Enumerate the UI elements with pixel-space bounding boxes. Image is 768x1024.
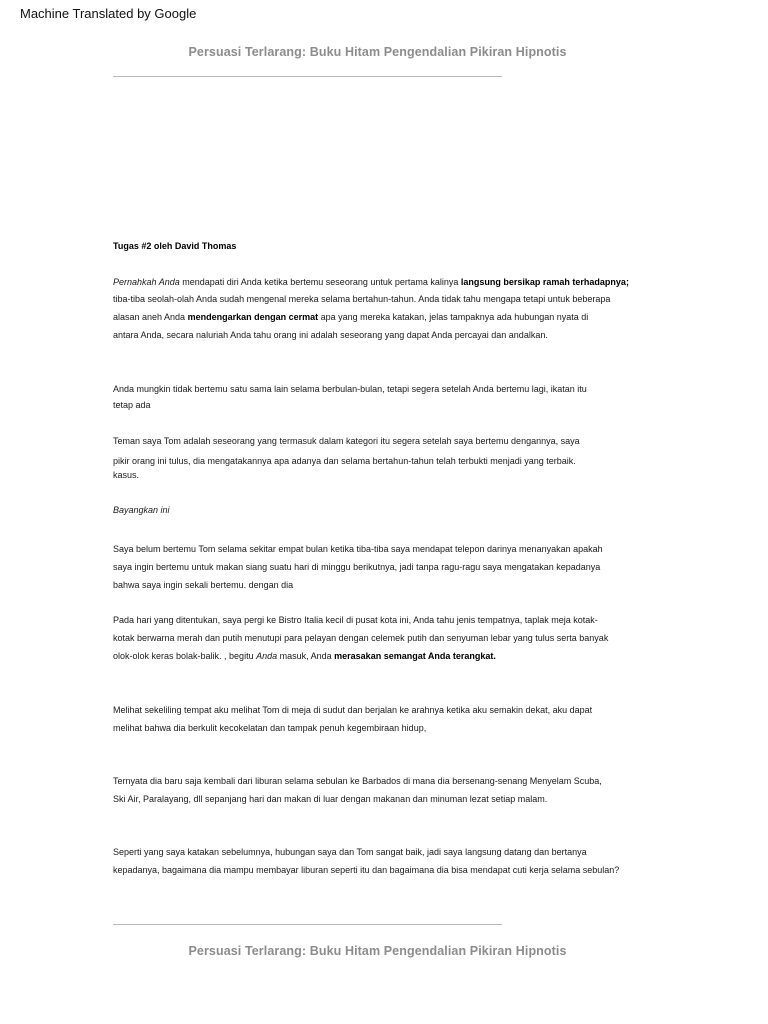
- section-heading: Tugas #2 oleh David Thomas: [113, 241, 237, 251]
- paragraph-9-line-1: Seperti yang saya katakan sebelumnya, hubungan saya dan Tom sangat baik, jadi saya langsung datang dan bertanya: [113, 847, 587, 857]
- paragraph-3-line-3: kasus.: [113, 470, 140, 480]
- plain-text: alasan aneh Anda: [113, 312, 188, 322]
- plain-text: apa yang mereka katakan, jelas tampaknya ada hubungan nyata di: [318, 312, 589, 322]
- machine-translation-banner: Machine Translated by Google: [20, 6, 197, 21]
- paragraph-6-line-1: Pada hari yang ditentukan, saya pergi ke Bistro Italia kecil di pusat kota ini, Anda tahu jenis tempatnya, taplak meja kotak-: [113, 615, 598, 625]
- paragraph-3-line-1: Teman saya Tom adalah seseorang yang termasuk dalam kategori itu segera setelah saya bertemu dengannya, saya: [113, 436, 580, 446]
- plain-text: masuk, Anda: [277, 651, 335, 661]
- footer-divider: [113, 924, 502, 925]
- paragraph-1-line-1: [113, 278, 629, 287]
- italic-phrase: Anda: [256, 651, 278, 661]
- paragraph-6-line-2: kotak berwarna merah dan putih menutupi para pelayan dengan celemek putih dan senyuman lebar yang tulus serta banyak: [113, 633, 609, 643]
- bold-phrase: langsung bersikap ramah terhadapnya;: [460, 277, 629, 287]
- paragraph-7-line-2: melihat bahwa dia berkulit kecokelatan dan tampak penuh kegembiraan hidup,: [113, 723, 427, 733]
- paragraph-8-line-1: Ternyata dia baru saja kembali dari liburan selama sebulan ke Barbados di mana dia bersenang-senang Menyelam Scuba,: [113, 776, 602, 786]
- italic-phrase: Bayangkan ini: [113, 505, 170, 515]
- page-header-title: Persuasi Terlarang: Buku Hitam Pengendalian Pikiran Hipnotis: [188, 45, 567, 59]
- paragraph-9-line-2: kepadanya, bagaimana dia mampu membayar liburan seperti itu dan bagaimana dia bisa mendapat cuti kerja selama sebulan?: [113, 865, 620, 875]
- paragraph-7-line-1: Melihat sekeliling tempat aku melihat Tom di meja di sudut dan berjalan ke arahnya ketika aku semakin dekat, aku dapat: [113, 705, 593, 715]
- paragraph-5-line-1: Saya belum bertemu Tom selama sekitar empat bulan ketika tiba-tiba saya mendapat telepon darinya menanyakan apakah: [113, 544, 603, 554]
- paragraph-8-line-2: Ski Air, Paralayang, dll sepanjang hari dan makan di luar dengan makanan dan minuman lezat setiap malam.: [113, 794, 548, 804]
- paragraph-1-line-4: antara Anda, secara naluriah Anda tahu orang ini adalah seseorang yang dapat Anda percayai dan andalkan.: [113, 330, 548, 340]
- header-divider: [113, 76, 502, 77]
- bold-phrase: merasakan semangat Anda terangkat.: [334, 651, 496, 661]
- paragraph-1-line-3: [113, 313, 588, 322]
- paragraph-5-line-3: bahwa saya ingin sekali bertemu. dengan dia: [113, 580, 294, 590]
- plain-text: mendapati diri Anda ketika bertemu seseorang untuk pertama kalinya: [179, 277, 461, 287]
- page-footer-title: Persuasi Terlarang: Buku Hitam Pengendalian Pikiran Hipnotis: [188, 944, 567, 958]
- plain-text: olok-olok keras bolak-balik. , begitu: [113, 651, 257, 661]
- paragraph-6-line-3: [113, 652, 496, 661]
- paragraph-2-line-2: tetap ada: [113, 400, 151, 410]
- paragraph-5-line-2: saya ingin bertemu untuk makan siang suatu hari di minggu berikutnya, jadi tanpa ragu-ragu saya mengatakan kepadanya: [113, 562, 601, 572]
- italic-phrase: Pernahkah Anda: [113, 277, 180, 287]
- paragraph-2-line-1: Anda mungkin tidak bertemu satu sama lain selama berbulan-bulan, tetapi segera setelah Anda bertemu lagi, ikatan itu: [113, 384, 587, 394]
- paragraph-1-line-2: tiba-tiba seolah-olah Anda sudah mengenal mereka selama bertahun-tahun. Anda tidak tahu mengapa tetapi untuk beberapa: [113, 294, 611, 304]
- paragraph-4: [113, 506, 170, 515]
- bold-phrase: mendengarkan dengan cermat: [187, 312, 319, 322]
- paragraph-3-line-2: pikir orang ini tulus, dia mengatakannya apa adanya dan selama bertahun-tahun telah terbukti menjadi yang terbaik.: [113, 456, 576, 466]
